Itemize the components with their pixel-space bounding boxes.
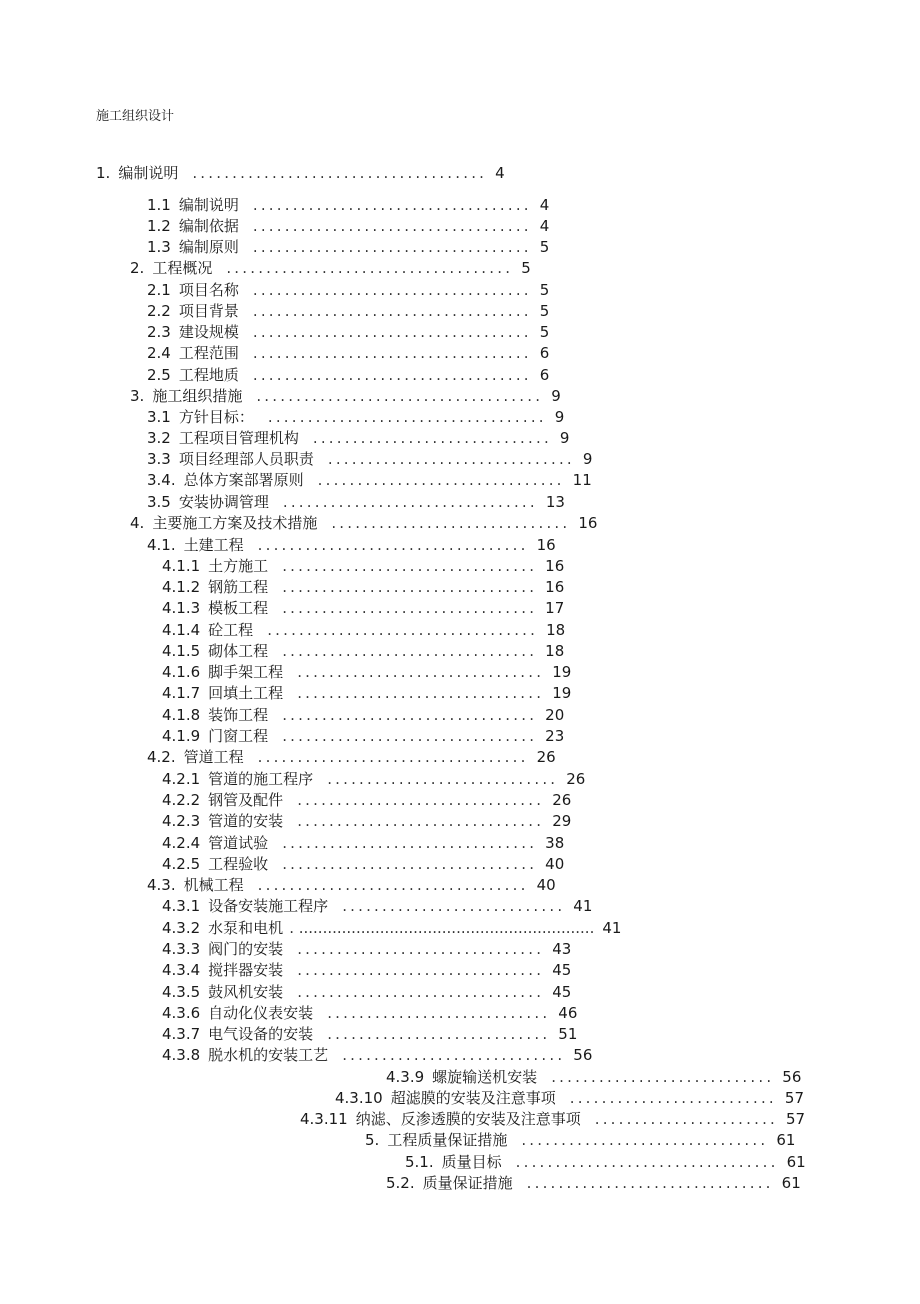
- toc-entry-number: 4.3.10: [335, 1089, 383, 1107]
- toc-dot-leader: ..............................: [312, 429, 552, 447]
- toc-dot-leader: ..................................: [267, 621, 539, 639]
- toc-entry[interactable]: [162, 598, 564, 619]
- toc-entry-number: 3.1: [147, 408, 171, 426]
- toc-entry-number: 2.2: [147, 302, 171, 320]
- toc-entry-page: 9: [551, 387, 561, 405]
- toc-dot-leader: ...................................: [252, 238, 532, 256]
- toc-entry-page: 29: [552, 812, 572, 830]
- toc-dot-leader: ..................................: [257, 876, 529, 894]
- toc-dot-leader: ...................................: [252, 323, 532, 341]
- toc-entry[interactable]: [147, 747, 556, 768]
- toc-entry-title: 编制原则: [178, 238, 239, 256]
- toc-dot-leader: ................................: [282, 855, 538, 873]
- toc-entry-number: 2.1: [147, 281, 171, 299]
- toc-entry-number: 4.1.5: [162, 642, 201, 660]
- toc-entry-page: 13: [545, 493, 565, 511]
- toc-entry[interactable]: [162, 620, 565, 641]
- toc-entry-page: 5: [539, 238, 550, 256]
- toc-dot-leader: ................................: [282, 706, 538, 724]
- toc-entry-page: 40: [536, 876, 556, 894]
- toc-entry[interactable]: [147, 449, 592, 470]
- toc-dot-leader: ................................: [282, 642, 538, 660]
- toc-dot-leader: ...................................: [252, 281, 532, 299]
- toc-entry-number: 2.5: [147, 366, 171, 384]
- toc-entry-title: 水泵和电机: [208, 919, 284, 937]
- toc-entry-title: 安装协调管理: [178, 493, 269, 511]
- toc-entry-page: 16: [545, 557, 565, 575]
- toc-entry-number: 5.2.: [386, 1174, 415, 1192]
- toc-dot-leader: .....................................: [192, 164, 488, 182]
- toc-entry-title: 项目名称: [178, 281, 239, 299]
- toc-dot-leader: ...............................: [297, 684, 545, 702]
- toc-entry-page: 5: [539, 323, 550, 341]
- toc-entry-number: 4.1.2: [162, 578, 201, 596]
- toc-entry-number: 4.3.1: [162, 897, 201, 915]
- toc-entry-number: 1.3: [147, 238, 171, 256]
- toc-entry[interactable]: [147, 875, 556, 896]
- toc-entry[interactable]: [162, 854, 564, 875]
- toc-entry-page: 16: [536, 536, 556, 554]
- toc-entry-page: 51: [558, 1025, 578, 1043]
- toc-entry-page: 26: [566, 770, 586, 788]
- toc-entry-title: 主要施工方案及技术措施: [152, 514, 318, 532]
- toc-entry[interactable]: [147, 343, 549, 364]
- toc-dot-leader: ...............................: [297, 961, 545, 979]
- toc-entry-title: 工程概况: [152, 259, 213, 277]
- toc-entry-page: 17: [545, 599, 565, 617]
- toc-entry-number: 4.2.5: [162, 855, 201, 873]
- toc-dot-leader: ..............................: [331, 514, 571, 532]
- toc-entry-title: 脚手架工程: [208, 663, 284, 681]
- toc-entry-number: 4.2.4: [162, 834, 201, 852]
- toc-entry[interactable]: [365, 1130, 795, 1151]
- toc-entry-title: 管道的安装: [208, 812, 284, 830]
- toc-entry-title: 钢筋工程: [208, 578, 269, 596]
- toc-dot-leader: ...............................: [526, 1174, 774, 1192]
- toc-entry[interactable]: [162, 960, 571, 981]
- toc-entry-page: 45: [552, 961, 572, 979]
- toc-entry-number: 4.3.8: [162, 1046, 201, 1064]
- toc-entry-number: 4.1.7: [162, 684, 201, 702]
- toc-entry[interactable]: [162, 662, 571, 683]
- toc-dot-leader: ...................................: [252, 302, 532, 320]
- toc-entry-page: 19: [552, 684, 572, 702]
- toc-entry-title: 管道的施工程序: [208, 770, 314, 788]
- toc-entry-title: 砌体工程: [208, 642, 269, 660]
- toc-entry-page: 45: [552, 983, 572, 1001]
- toc-entry-page: 4: [495, 164, 505, 182]
- toc-entry[interactable]: [162, 1024, 577, 1045]
- toc-entry[interactable]: [162, 641, 564, 662]
- toc-dot-leader: ...................................: [252, 366, 532, 384]
- toc-entry-number: 4.3.2: [162, 919, 201, 937]
- toc-entry[interactable]: [162, 833, 564, 854]
- toc-entry[interactable]: [162, 577, 564, 598]
- toc-entry-page: 4: [539, 217, 550, 235]
- toc-entry-page: 11: [572, 471, 592, 489]
- toc-entry-title: 质量目标: [441, 1153, 502, 1171]
- toc-entry[interactable]: [147, 322, 549, 343]
- toc-dot-leader: ............................: [342, 897, 566, 915]
- toc-entry-title: 纳滤、反渗透膜的安装及注意事项: [355, 1110, 581, 1128]
- toc-entry-title: 施工组织措施: [152, 387, 243, 405]
- toc-entry-title: 编制依据: [178, 217, 239, 235]
- toc-entry-number: 4.1.4: [162, 621, 201, 639]
- toc-entry-number: 4.1.8: [162, 706, 201, 724]
- toc-dot-leader: ...............................: [521, 1131, 769, 1149]
- toc-entry-page: 5: [539, 281, 550, 299]
- toc-entry-title: 质量保证措施: [422, 1174, 513, 1192]
- toc-entry-number: 3.5: [147, 493, 171, 511]
- toc-entry-page: 23: [545, 727, 565, 745]
- toc-dot-leader: ................................: [282, 578, 538, 596]
- toc-entry-number: 2.: [130, 259, 145, 277]
- toc-dot-leader: ....................................: [256, 387, 544, 405]
- toc-entry-number: 4.3.7: [162, 1025, 201, 1043]
- toc-entry-title: 螺旋输送机安装: [432, 1068, 538, 1086]
- toc-dot-leader: .................................: [515, 1153, 779, 1171]
- toc-dot-leader: ...................................: [267, 408, 547, 426]
- toc-dot-leader: ............................: [551, 1068, 775, 1086]
- toc-entry[interactable]: [300, 1109, 805, 1130]
- toc-entry-number: 4.3.6: [162, 1004, 201, 1022]
- toc-entry-page: 5: [539, 302, 550, 320]
- toc-dot-leader: ..................................: [257, 536, 529, 554]
- toc-entry[interactable]: [147, 301, 549, 322]
- toc-entry-title: 模板工程: [208, 599, 269, 617]
- toc-entry[interactable]: [162, 982, 571, 1003]
- toc-entry-number: 4.1.6: [162, 663, 201, 681]
- toc-entry-number: 4.3.9: [386, 1068, 425, 1086]
- toc-entry-page: 38: [545, 834, 565, 852]
- toc-entry-page: 6: [539, 366, 550, 384]
- toc-entry-title: 设备安装施工程序: [208, 897, 329, 915]
- toc-entry-title: 超滤膜的安装及注意事项: [390, 1089, 556, 1107]
- toc-entry[interactable]: [162, 705, 564, 726]
- toc-dot-leader: ................................: [282, 834, 538, 852]
- toc-entry-page: 26: [536, 748, 556, 766]
- toc-dot-leader: ................................: [282, 557, 538, 575]
- toc-entry-title: 装饰工程: [208, 706, 269, 724]
- toc-entry-title: 土方施工: [208, 557, 269, 575]
- toc-dot-leader: . ..............................................................: [289, 919, 595, 937]
- toc-entry-number: 1.: [96, 164, 111, 182]
- toc-entry-page: 4: [539, 196, 550, 214]
- toc-entry-page: 61: [776, 1131, 796, 1149]
- toc-entry-title: 自动化仪表安装: [208, 1004, 314, 1022]
- toc-entry-page: 26: [552, 791, 572, 809]
- toc-entry-page: 5: [521, 259, 531, 277]
- toc-entry-title: 工程项目管理机构: [178, 429, 299, 447]
- toc-dot-leader: ...............................: [297, 983, 545, 1001]
- toc-entry-page: 61: [781, 1174, 801, 1192]
- toc-entry-title: 搅拌器安装: [208, 961, 284, 979]
- toc-entry[interactable]: [147, 535, 556, 556]
- toc-dot-leader: ...............................: [297, 663, 545, 681]
- toc-entry-number: 4.3.3: [162, 940, 201, 958]
- toc-entry-title: 脱水机的安装工艺: [208, 1046, 329, 1064]
- toc-entry[interactable]: [162, 1045, 592, 1066]
- toc-dot-leader: ............................: [342, 1046, 566, 1064]
- toc-entry[interactable]: [147, 407, 564, 428]
- toc-entry[interactable]: [162, 556, 564, 577]
- toc-entry-number: 4.: [130, 514, 145, 532]
- toc-dot-leader: ................................: [282, 727, 538, 745]
- page-header: 施工组织设计: [96, 109, 175, 124]
- toc-entry[interactable]: [147, 195, 549, 216]
- toc-entry[interactable]: [130, 386, 561, 407]
- toc-entry[interactable]: [162, 1003, 577, 1024]
- toc-entry-number: 4.3.5: [162, 983, 201, 1001]
- toc-entry-number: 4.3.: [147, 876, 176, 894]
- toc-entry-page: 16: [578, 514, 598, 532]
- toc-dot-leader: .......................: [594, 1110, 778, 1128]
- toc-entry[interactable]: [162, 726, 564, 747]
- toc-entry-number: 4.1.: [147, 536, 176, 554]
- toc-entry-page: 56: [782, 1068, 802, 1086]
- toc-dot-leader: ................................: [282, 493, 538, 511]
- toc-entry-title: 项目经理部人员职责: [178, 450, 314, 468]
- toc-entry-page: 57: [784, 1089, 804, 1107]
- toc-entry-number: 4.2.: [147, 748, 176, 766]
- toc-entry[interactable]: [147, 280, 549, 301]
- toc-entry[interactable]: [147, 365, 549, 386]
- toc-dot-leader: .............................: [327, 770, 559, 788]
- toc-entry-number: 2.4: [147, 344, 171, 362]
- toc-entry-title: 土建工程: [183, 536, 244, 554]
- toc-entry[interactable]: [147, 470, 592, 491]
- toc-entry-title: 项目背景: [178, 302, 239, 320]
- toc-entry-title: 机械工程: [183, 876, 244, 894]
- toc-entry[interactable]: [162, 811, 571, 832]
- toc-entry-number: 4.3.4: [162, 961, 201, 979]
- toc-dot-leader: ...............................: [297, 791, 545, 809]
- toc-entry[interactable]: [386, 1173, 801, 1194]
- toc-entry-number: 4.3.11: [300, 1110, 348, 1128]
- toc-entry-number: 3.2: [147, 429, 171, 447]
- toc-entry-page: 43: [552, 940, 572, 958]
- toc-entry-number: 5.: [365, 1131, 380, 1149]
- toc-entry[interactable]: [162, 790, 571, 811]
- toc-dot-leader: ..................................: [257, 748, 529, 766]
- toc-entry-number: 1.2: [147, 217, 171, 235]
- toc-dot-leader: ...............................: [297, 812, 545, 830]
- toc-entry-title: 钢管及配件: [208, 791, 284, 809]
- toc-entry-number: 3.4.: [147, 471, 176, 489]
- toc-dot-leader: ....................................: [226, 259, 514, 277]
- toc-entry-page: 40: [545, 855, 565, 873]
- toc-dot-leader: ...............................: [317, 471, 565, 489]
- toc-entry-title: 鼓风机安装: [208, 983, 284, 1001]
- toc-entry-title: 回填土工程: [208, 684, 284, 702]
- toc-entry[interactable]: [130, 513, 597, 534]
- toc-entry[interactable]: [147, 237, 549, 258]
- toc-dot-leader: ...................................: [252, 344, 532, 362]
- toc-entry-title: 工程质量保证措施: [387, 1131, 508, 1149]
- toc-entry[interactable]: [130, 258, 531, 279]
- toc-entry[interactable]: [162, 769, 585, 790]
- toc-entry-number: 4.1.1: [162, 557, 201, 575]
- toc-entry[interactable]: [162, 939, 571, 960]
- toc-entry[interactable]: [147, 216, 549, 237]
- toc-entry[interactable]: [162, 918, 621, 939]
- toc-entry-page: 9: [582, 450, 593, 468]
- toc-entry-page: 16: [545, 578, 565, 596]
- toc-entry-number: 2.3: [147, 323, 171, 341]
- toc-entry[interactable]: [147, 428, 569, 449]
- toc-entry-page: 56: [573, 1046, 593, 1064]
- toc-entry-page: 61: [786, 1153, 806, 1171]
- toc-entry-title: 管道工程: [183, 748, 244, 766]
- toc-entry-page: 46: [558, 1004, 578, 1022]
- toc-entry-page: 57: [786, 1110, 806, 1128]
- toc-entry-page: 41: [602, 919, 622, 937]
- toc-entry-page: 6: [539, 344, 550, 362]
- toc-dot-leader: ..........................: [569, 1089, 777, 1107]
- toc-entry-number: 4.1.9: [162, 727, 201, 745]
- toc-entry-number: 4.2.2: [162, 791, 201, 809]
- toc-entry-number: 3.: [130, 387, 145, 405]
- toc-entry-page: 20: [545, 706, 565, 724]
- toc-entry[interactable]: [162, 896, 592, 917]
- toc-entry[interactable]: [335, 1088, 804, 1109]
- toc-dot-leader: ............................: [327, 1004, 551, 1022]
- toc-entry-page: 19: [552, 663, 572, 681]
- toc-entry[interactable]: [386, 1067, 801, 1088]
- toc-entry-title: 方针目标：: [178, 408, 254, 426]
- toc-entry-page: 18: [545, 642, 565, 660]
- toc-entry-number: 4.2.1: [162, 770, 201, 788]
- toc-dot-leader: ...................................: [252, 196, 532, 214]
- toc-dot-leader: ...................................: [252, 217, 532, 235]
- toc-entry-title: 编制说明: [118, 164, 179, 182]
- toc-entry-number: 5.1.: [405, 1153, 434, 1171]
- toc-entry[interactable]: [162, 683, 571, 704]
- toc-dot-leader: ................................: [282, 599, 538, 617]
- toc-dot-leader: ............................: [327, 1025, 551, 1043]
- toc-entry-page: 41: [573, 897, 593, 915]
- toc-entry-title: 管道试验: [208, 834, 269, 852]
- toc-entry-title: 工程范围: [178, 344, 239, 362]
- toc-entry[interactable]: [147, 492, 565, 513]
- toc-entry-number: 1.1: [147, 196, 171, 214]
- toc-entry-page: 9: [554, 408, 565, 426]
- toc-entry-page: 9: [559, 429, 570, 447]
- toc-entry-title: 工程地质: [178, 366, 239, 384]
- toc-entry-title: 阀门的安装: [208, 940, 284, 958]
- toc-dot-leader: ...............................: [297, 940, 545, 958]
- toc-dot-leader: ...............................: [327, 450, 575, 468]
- toc-entry[interactable]: [405, 1152, 806, 1173]
- toc-entry-title: 工程验收: [208, 855, 269, 873]
- toc-entry-title: 总体方案部署原则: [183, 471, 304, 489]
- toc-entry-number: 4.2.3: [162, 812, 201, 830]
- toc-entry-title: 门窗工程: [208, 727, 269, 745]
- toc-entry-title: 砼工程: [208, 621, 254, 639]
- toc-entry-title: 编制说明: [178, 196, 239, 214]
- toc-entry-page: 18: [546, 621, 566, 639]
- toc-entry-number: 4.1.3: [162, 599, 201, 617]
- toc-entry-title: 建设规模: [178, 323, 239, 341]
- toc-entry[interactable]: [96, 163, 505, 184]
- toc-entry-title: 电气设备的安装: [208, 1025, 314, 1043]
- toc-entry-number: 3.3: [147, 450, 171, 468]
